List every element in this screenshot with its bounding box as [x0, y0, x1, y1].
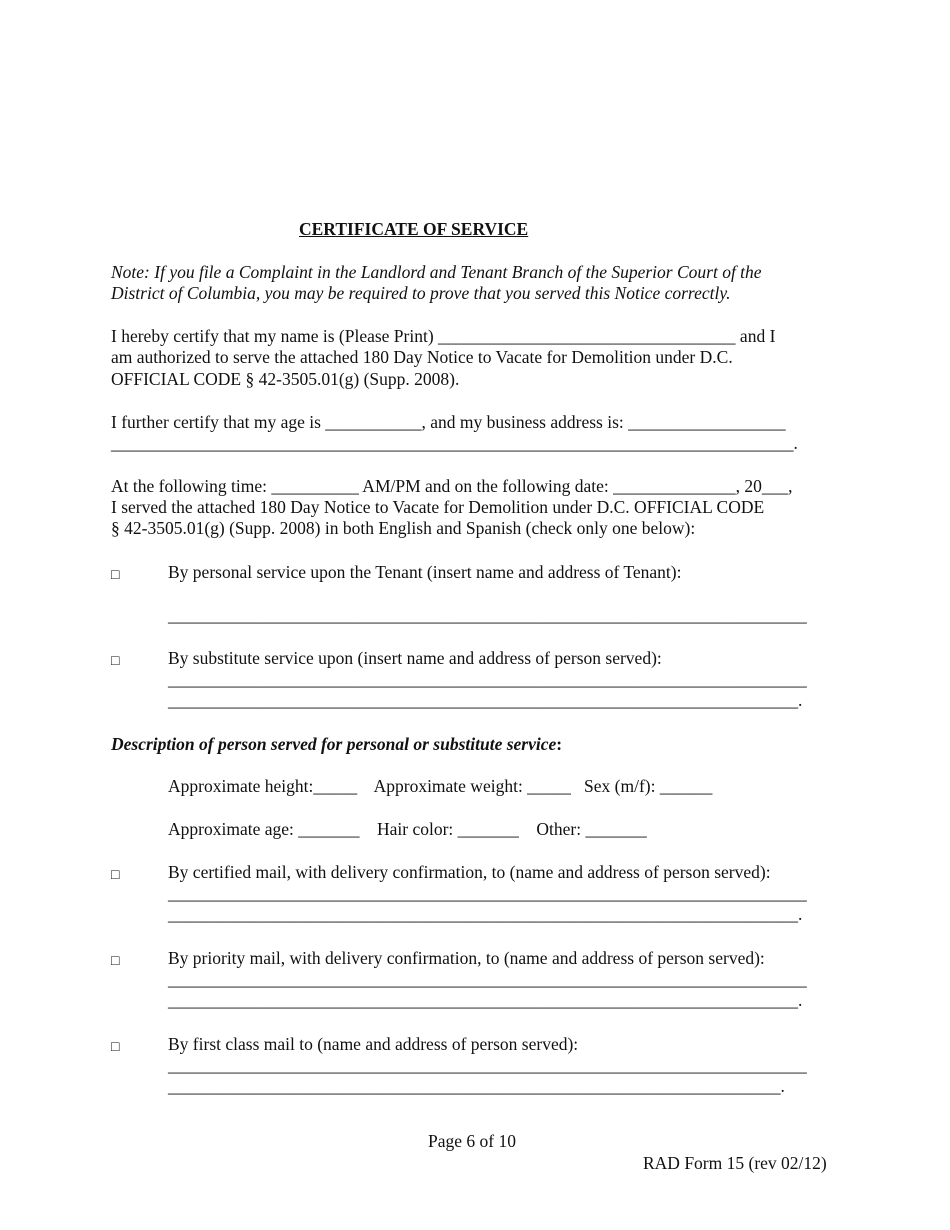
- personal-service-line-1[interactable]: _________________________________________________________________________: [168, 605, 807, 625]
- certify-name-line-2: am authorized to serve the attached 180 Day Notice to Vacate for Demolition under D.C.: [111, 347, 733, 367]
- substitute-service-label: By substitute service upon (insert name and address of person served):: [168, 648, 662, 668]
- description-heading: [111, 734, 562, 755]
- description-row-2[interactable]: Approximate age: _______ Hair color: _______ Other: _______: [168, 819, 647, 839]
- checkbox-priority-mail[interactable]: □: [111, 954, 120, 969]
- form-identifier: RAD Form 15 (rev 02/12): [643, 1153, 827, 1173]
- note-line-1: Note: If you file a Complaint in the Landlord and Tenant Branch of the Superior Court of the: [111, 262, 762, 282]
- first-class-mail-line-2[interactable]: ______________________________________________________________________.: [168, 1076, 785, 1096]
- description-heading-colon: :: [556, 734, 563, 754]
- certified-mail-line-2[interactable]: ________________________________________________________________________.: [168, 904, 803, 924]
- personal-service-label: By personal service upon the Tenant (insert name and address of Tenant):: [168, 562, 682, 582]
- priority-mail-line-2[interactable]: ________________________________________________________________________.: [168, 990, 803, 1010]
- note-line-2: District of Columbia, you may be required to prove that you served this Notice correctly.: [111, 283, 731, 303]
- description-heading-text: Description of person served for personal or substitute service: [111, 734, 557, 754]
- page-title: CERTIFICATE OF SERVICE: [299, 219, 529, 239]
- certify-name-line-1: I hereby certify that my name is (Please Print) __________________________________ and I: [111, 326, 776, 346]
- first-class-mail-label: By first class mail to (name and address of person served):: [168, 1034, 579, 1054]
- description-row-1[interactable]: Approximate height:_____ Approximate weight: _____ Sex (m/f): ______: [168, 776, 713, 796]
- time-date-line-3: § 42-3505.01(g) (Supp. 2008) in both English and Spanish (check only one below):: [111, 518, 696, 538]
- checkbox-certified-mail[interactable]: □: [111, 868, 120, 883]
- priority-mail-line-1[interactable]: _________________________________________________________________________: [168, 969, 807, 989]
- certified-mail-line-1[interactable]: _________________________________________________________________________: [168, 883, 807, 903]
- checkbox-personal-service[interactable]: □: [111, 568, 120, 583]
- certify-age-line-1: I further certify that my age is ___________, and my business address is: __________________: [111, 412, 786, 432]
- checkbox-first-class-mail[interactable]: □: [111, 1040, 120, 1055]
- substitute-service-line-1[interactable]: _________________________________________________________________________: [168, 669, 807, 689]
- time-date-line-1: At the following time: __________ AM/PM and on the following date: ______________, 20___,: [111, 476, 793, 496]
- substitute-service-line-2[interactable]: ________________________________________________________________________.: [168, 690, 803, 710]
- certified-mail-label: By certified mail, with delivery confirmation, to (name and address of person served):: [168, 862, 771, 882]
- certify-name-line-3: OFFICIAL CODE § 42-3505.01(g) (Supp. 2008).: [111, 369, 460, 389]
- certify-age-line-2: ______________________________________________________________________________.: [111, 433, 798, 453]
- page-number: Page 6 of 10: [428, 1131, 516, 1151]
- priority-mail-label: By priority mail, with delivery confirmation, to (name and address of person served):: [168, 948, 765, 968]
- time-date-line-2: I served the attached 180 Day Notice to Vacate for Demolition under D.C. OFFICIAL CODE: [111, 497, 765, 517]
- checkbox-substitute-service[interactable]: □: [111, 654, 120, 669]
- first-class-mail-line-1[interactable]: _________________________________________________________________________: [168, 1055, 807, 1075]
